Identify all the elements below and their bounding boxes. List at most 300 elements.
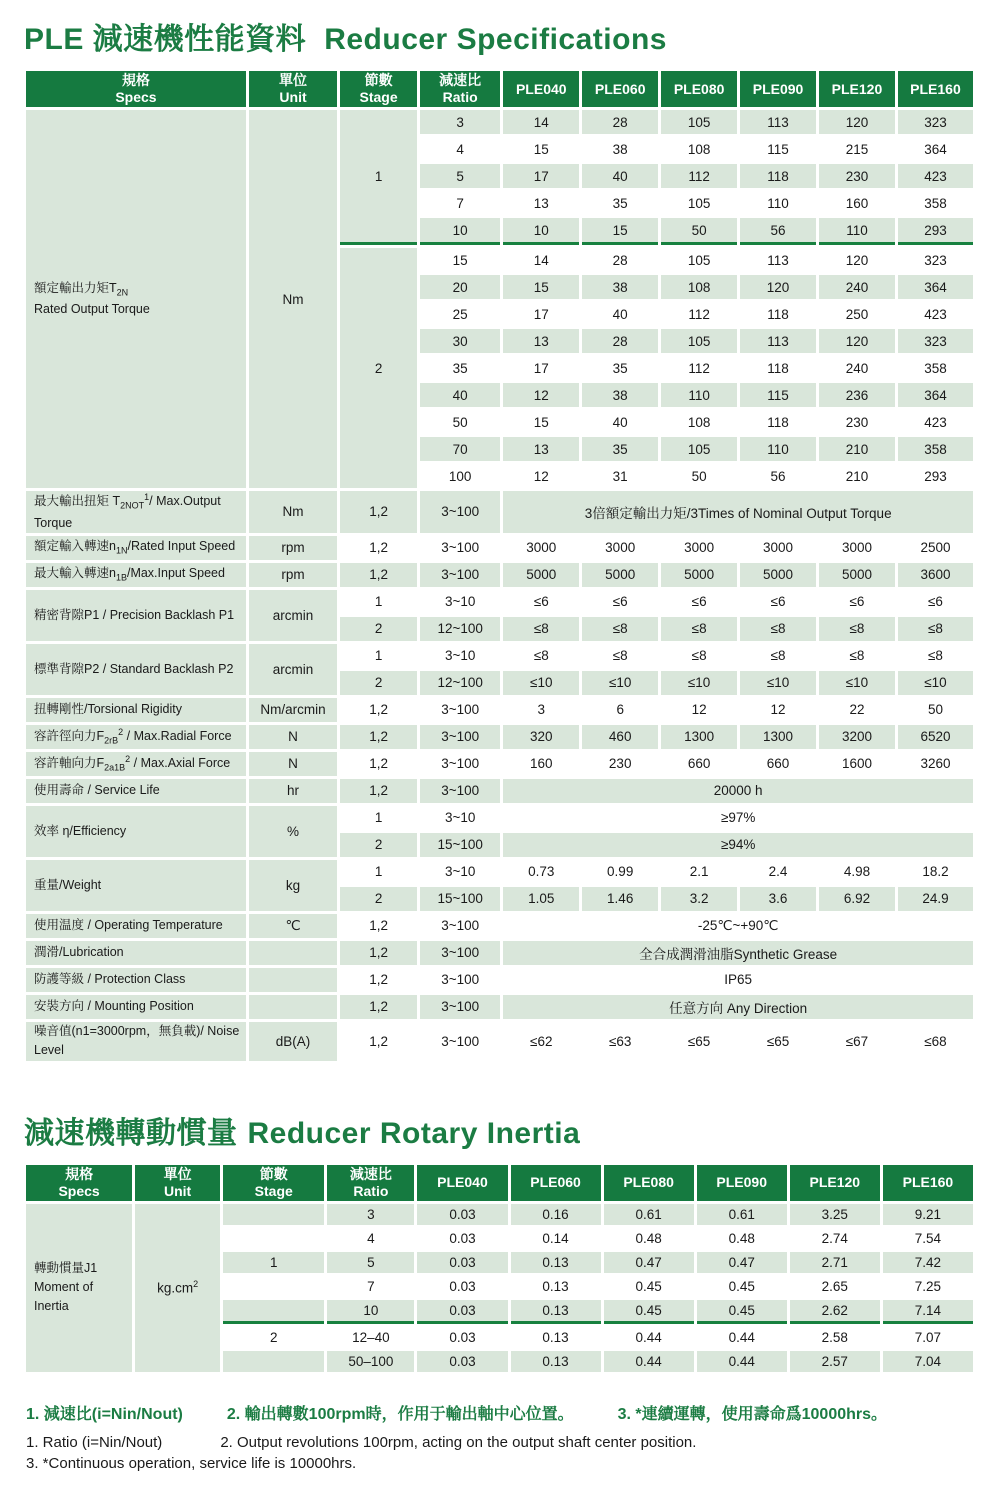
cell-value: 160 [503, 752, 579, 776]
cell-spec-label: 容許軸向力$F_{2a1B}^2$ / Max.Axial Force [26, 752, 246, 776]
cell-value: 358 [898, 191, 973, 215]
cell-value: 3000 [819, 536, 895, 560]
table-row [26, 698, 973, 722]
cell-stage: 2 [340, 833, 417, 857]
cell-value: 0.44 [604, 1327, 694, 1348]
cell-ratio: 3~100 [420, 536, 500, 560]
cell-value: 110 [740, 191, 816, 215]
cell-ratio: 3~100 [420, 968, 500, 992]
cell-ratio: 12~100 [420, 617, 500, 641]
cell-ratio: 3~100 [420, 1022, 500, 1061]
cell-value: 105 [661, 191, 737, 215]
cell-value: 13 [503, 437, 579, 461]
cell-value: 105 [661, 329, 737, 353]
cell-value: ≤68 [898, 1022, 973, 1061]
cell-ratio: 3~100 [420, 698, 500, 722]
cell-value: 250 [819, 302, 895, 326]
cell-value: 0.03 [417, 1351, 507, 1372]
cell-value: 56 [740, 464, 816, 488]
cell-value: 2.65 [790, 1276, 880, 1297]
cell-ratio: 4 [327, 1228, 414, 1249]
cell-value: 50 [898, 698, 973, 722]
footnote-zh-2: 2. 輸出轉數100rpm時，作用于輸出軸中心位置。 [226, 1405, 574, 1423]
cell-stage: 1,2 [340, 725, 417, 749]
cell-stage [223, 1351, 324, 1372]
cell-ratio: 3~100 [420, 752, 500, 776]
cell-value: 110 [661, 383, 737, 407]
cell-value: 120 [819, 329, 895, 353]
cell-value: 5000 [819, 563, 895, 587]
cell-ratio: 4 [420, 137, 500, 161]
cell-spec-label: 扭轉剛性/Torsional Rigidity [26, 698, 246, 722]
cell-value: 2.4 [740, 860, 816, 884]
cell-spec-label: 額定輸出力矩$T_{2N}$ Rated Output Torque [26, 110, 246, 488]
cell-value: ≤62 [503, 1022, 579, 1061]
col-header-model: PLE060 [582, 71, 658, 107]
cell-ratio: 3~10 [420, 860, 500, 884]
cell-ratio: 5 [420, 164, 500, 188]
spec-table-body [26, 110, 973, 1061]
cell-stage: 2 [340, 671, 417, 695]
cell-stage: 1 [340, 590, 417, 614]
cell-value: 0.48 [604, 1228, 694, 1249]
cell-value: ≤8 [661, 617, 737, 641]
cell-unit [249, 995, 337, 1019]
footnote-en-2: 2. Output revolutions 100rpm, acting on the output shaft center position. [220, 1433, 697, 1451]
cell-value: 0.13 [511, 1276, 601, 1297]
cell-value: ≤6 [582, 590, 658, 614]
cell-value: 10 [503, 218, 579, 245]
cell-value: 108 [661, 275, 737, 299]
cell-unit: hr [249, 779, 337, 803]
col-header-model: PLE040 [503, 71, 579, 107]
cell-value: ≤65 [740, 1022, 816, 1061]
table-row [26, 995, 973, 1019]
cell-value: 40 [582, 410, 658, 434]
cell-value: 50 [661, 464, 737, 488]
cell-value: 0.44 [697, 1351, 787, 1372]
table-row [26, 779, 973, 803]
cell-value: 17 [503, 302, 579, 326]
cell-spec-label: 轉動慣量J1 Moment of Inertia [26, 1204, 132, 1372]
cell-stage: 1,2 [340, 1022, 417, 1061]
cell-unit: kg [249, 860, 337, 911]
cell-value: 0.61 [604, 1204, 694, 1225]
cell-value: 0.44 [604, 1351, 694, 1372]
col-header-model: PLE090 [740, 71, 816, 107]
page-title [24, 14, 976, 58]
cell-value: 120 [819, 248, 895, 272]
table-row [26, 941, 973, 965]
spec-table-header [26, 71, 973, 107]
spec-table [23, 68, 976, 1064]
inertia-title [24, 1108, 976, 1152]
cell-value: 110 [819, 218, 895, 245]
cell-value: 0.47 [697, 1252, 787, 1273]
cell-value: 0.45 [604, 1276, 694, 1297]
cell-value: 105 [661, 110, 737, 134]
cell-value: 35 [582, 437, 658, 461]
table-row [26, 860, 973, 884]
cell-value: 13 [503, 191, 579, 215]
inertia-table-body [26, 1204, 973, 1372]
cell-value: 50 [661, 218, 737, 245]
table-row [26, 725, 973, 749]
cell-stage: 1,2 [340, 491, 417, 533]
cell-value: 423 [898, 302, 973, 326]
header-row [26, 1165, 973, 1201]
cell-value: 0.16 [511, 1204, 601, 1225]
cell-value: 15 [503, 275, 579, 299]
cell-ratio: 12~100 [420, 671, 500, 695]
cell-value: 660 [740, 752, 816, 776]
cell-value: 17 [503, 356, 579, 380]
cell-value: 0.03 [417, 1228, 507, 1249]
cell-value-span: 20000 h [503, 779, 973, 803]
cell-value: 0.03 [417, 1252, 507, 1273]
col-header-model: PLE080 [661, 71, 737, 107]
cell-value: ≤8 [661, 644, 737, 668]
cell-spec-label: 潤滑/Lubrication [26, 941, 246, 965]
cell-value: 108 [661, 137, 737, 161]
cell-value: 105 [661, 248, 737, 272]
cell-unit: Nm [249, 491, 337, 533]
cell-value: 160 [819, 191, 895, 215]
col-header-specs: 規格 Specs [26, 71, 246, 107]
cell-value: 14 [503, 110, 579, 134]
cell-value: 215 [819, 137, 895, 161]
cell-value: ≤6 [503, 590, 579, 614]
cell-value: ≤8 [819, 644, 895, 668]
cell-value: 0.03 [417, 1300, 507, 1324]
cell-spec-label: 最大輸入轉速$n_{1B}/Max.Input$ Speed [26, 563, 246, 587]
footnote-zh-1: 1. 減速比(i=Nin/Nout) [26, 1405, 183, 1423]
cell-ratio: 3~100 [420, 563, 500, 587]
cell-value: 12 [661, 698, 737, 722]
footnotes-en-line1 [26, 1434, 976, 1451]
cell-value-span: IP65 [503, 968, 973, 992]
cell-value: 12 [740, 698, 816, 722]
cell-value: 210 [819, 437, 895, 461]
cell-value: 320 [503, 725, 579, 749]
cell-value: 0.47 [604, 1252, 694, 1273]
cell-value: 2.71 [790, 1252, 880, 1273]
cell-value: 38 [582, 137, 658, 161]
cell-value: 5000 [503, 563, 579, 587]
cell-value: 0.13 [511, 1300, 601, 1324]
cell-ratio: 3 [327, 1204, 414, 1225]
cell-ratio: 3~100 [420, 941, 500, 965]
cell-stage: 1,2 [340, 941, 417, 965]
cell-value: 28 [582, 110, 658, 134]
cell-value: 2.1 [661, 860, 737, 884]
cell-value: 12 [503, 464, 579, 488]
cell-stage: 2 [340, 248, 417, 488]
cell-unit: rpm [249, 563, 337, 587]
cell-value: 323 [898, 110, 973, 134]
cell-unit: ℃ [249, 914, 337, 938]
cell-ratio: 30 [420, 329, 500, 353]
cell-value: 3000 [661, 536, 737, 560]
cell-value: 35 [582, 356, 658, 380]
cell-value: 40 [582, 164, 658, 188]
cell-value-span: ≥97% [503, 806, 973, 830]
cell-value: ≤10 [898, 671, 973, 695]
cell-stage: 1 [340, 110, 417, 245]
cell-unit: Nm/arcmin [249, 698, 337, 722]
cell-ratio: 3~100 [420, 779, 500, 803]
cell-value: 364 [898, 137, 973, 161]
cell-value: ≤8 [582, 617, 658, 641]
cell-value: 31 [582, 464, 658, 488]
cell-spec-label: 最大輸出扭矩 $T_{2NOT}^1/$ Max.Output Torque [26, 491, 246, 533]
cell-stage [223, 1204, 324, 1225]
cell-value: 108 [661, 410, 737, 434]
cell-ratio: 3~100 [420, 914, 500, 938]
cell-value: 18.2 [898, 860, 973, 884]
cell-value: 0.45 [604, 1300, 694, 1324]
cell-value: 293 [898, 464, 973, 488]
cell-unit: dB(A) [249, 1022, 337, 1061]
cell-ratio: 3~10 [420, 806, 500, 830]
cell-value: 3000 [582, 536, 658, 560]
cell-unit: $kg.cm^2$ [135, 1204, 220, 1372]
cell-value: 0.13 [511, 1252, 601, 1273]
cell-value: 17 [503, 164, 579, 188]
cell-value: 7.14 [883, 1300, 973, 1324]
cell-value: 15 [503, 137, 579, 161]
cell-value: 0.73 [503, 860, 579, 884]
cell-value: 2500 [898, 536, 973, 560]
cell-value: ≤10 [819, 671, 895, 695]
table-row [26, 644, 973, 668]
cell-value: 120 [819, 110, 895, 134]
cell-value: 7.54 [883, 1228, 973, 1249]
cell-value: 4.98 [819, 860, 895, 884]
cell-value: 28 [582, 329, 658, 353]
cell-value: 113 [740, 110, 816, 134]
cell-value: 358 [898, 437, 973, 461]
inertia-title-zh: 減速機轉動慣量 [24, 1116, 238, 1150]
cell-value: ≤10 [661, 671, 737, 695]
cell-ratio: 100 [420, 464, 500, 488]
cell-value: 56 [740, 218, 816, 245]
table-row [26, 752, 973, 776]
cell-unit: N [249, 725, 337, 749]
cell-value: 14 [503, 248, 579, 272]
cell-value: 13 [503, 329, 579, 353]
cell-spec-label: 噪音值(n1=3000rpm，無負載)/ Noise Level [26, 1022, 246, 1061]
cell-value: 0.03 [417, 1327, 507, 1348]
cell-stage: 1,2 [340, 752, 417, 776]
cell-ratio: 15~100 [420, 887, 500, 911]
cell-stage: 1,2 [340, 536, 417, 560]
cell-value: 660 [661, 752, 737, 776]
cell-value: 3.25 [790, 1204, 880, 1225]
cell-stage: 1 [340, 644, 417, 668]
cell-unit: rpm [249, 536, 337, 560]
cell-value: 230 [819, 164, 895, 188]
cell-stage: 1,2 [340, 968, 417, 992]
col-header-model: PLE120 [790, 1165, 880, 1201]
cell-value: 3000 [503, 536, 579, 560]
cell-stage: 1,2 [340, 914, 417, 938]
cell-spec-label: 重量/Weight [26, 860, 246, 911]
cell-stage [223, 1300, 324, 1324]
footnotes-en-line2 [26, 1455, 976, 1472]
cell-value: 120 [740, 275, 816, 299]
cell-value: 0.45 [697, 1300, 787, 1324]
cell-value: 240 [819, 356, 895, 380]
cell-value: 40 [582, 302, 658, 326]
cell-value: 323 [898, 248, 973, 272]
cell-value: 1.46 [582, 887, 658, 911]
inertia-table [23, 1162, 976, 1375]
cell-stage: 1,2 [340, 698, 417, 722]
cell-value: 118 [740, 356, 816, 380]
cell-value: 3.2 [661, 887, 737, 911]
cell-value: 230 [819, 410, 895, 434]
cell-value: 210 [819, 464, 895, 488]
footnote-en-1: 1. Ratio (i=Nin/Nout) [26, 1433, 163, 1451]
cell-value-span: 任意方向 Any Direction [503, 995, 973, 1019]
cell-value: 423 [898, 164, 973, 188]
table-row [26, 590, 973, 614]
cell-value: 2.74 [790, 1228, 880, 1249]
cell-value: 5000 [661, 563, 737, 587]
cell-value-span: 全合成潤滑油脂Synthetic Grease [503, 941, 973, 965]
col-header-ratio: 減速比 Ratio [420, 71, 500, 107]
cell-ratio: 70 [420, 437, 500, 461]
cell-unit [249, 941, 337, 965]
cell-value-span: 3倍額定輸出力矩/3Times of Nominal Output Torque [503, 491, 973, 533]
cell-spec-label: 效率 η/Efficiency [26, 806, 246, 857]
cell-value: 2.57 [790, 1351, 880, 1372]
inertia-table-header [26, 1165, 973, 1201]
cell-value: 1.05 [503, 887, 579, 911]
cell-value: 0.44 [697, 1327, 787, 1348]
cell-value: 6.92 [819, 887, 895, 911]
footnote-en-3: 3. *Continuous operation, service life is 10000hrs. [26, 1454, 357, 1472]
cell-value: ≤6 [819, 590, 895, 614]
cell-value: 9.21 [883, 1204, 973, 1225]
cell-value: 230 [582, 752, 658, 776]
cell-stage [223, 1276, 324, 1297]
cell-spec-label: 使用温度 / Operating Temperature [26, 914, 246, 938]
cell-value: 293 [898, 218, 973, 245]
cell-value: 115 [740, 383, 816, 407]
cell-value: 358 [898, 356, 973, 380]
cell-value: 2.62 [790, 1300, 880, 1324]
footnote-zh-3: 3. *連續運轉，使用壽命爲10000hrs。 [617, 1405, 888, 1423]
col-header-model: PLE090 [697, 1165, 787, 1201]
table-row [26, 914, 973, 938]
cell-value-span: ≥94% [503, 833, 973, 857]
cell-value: 7.42 [883, 1252, 973, 1273]
table-row [26, 806, 973, 830]
cell-value: ≤67 [819, 1022, 895, 1061]
cell-value: 12 [503, 383, 579, 407]
cell-value: ≤8 [503, 617, 579, 641]
cell-ratio: 3~100 [420, 725, 500, 749]
table-row [26, 536, 973, 560]
cell-value: 38 [582, 275, 658, 299]
cell-stage: 1 [223, 1252, 324, 1273]
cell-value: ≤65 [661, 1022, 737, 1061]
page-title-en: Reducer Specifications [324, 23, 667, 56]
header-row [26, 71, 973, 107]
cell-value: 7.07 [883, 1327, 973, 1348]
cell-value: 3.6 [740, 887, 816, 911]
cell-value: 2.58 [790, 1327, 880, 1348]
table-row [26, 491, 973, 533]
cell-value: 240 [819, 275, 895, 299]
col-header-model: PLE160 [898, 71, 973, 107]
cell-value: ≤8 [582, 644, 658, 668]
cell-value: 3000 [740, 536, 816, 560]
cell-stage: 1 [340, 860, 417, 884]
cell-value: ≤6 [661, 590, 737, 614]
page-title-zh: PLE 減速機性能資料 [24, 23, 307, 56]
cell-unit: arcmin [249, 644, 337, 695]
cell-value: 236 [819, 383, 895, 407]
cell-ratio: 5 [327, 1252, 414, 1273]
table-row [26, 110, 973, 134]
col-header-model: PLE060 [511, 1165, 601, 1201]
cell-ratio: 50–100 [327, 1351, 414, 1372]
cell-value: 118 [740, 302, 816, 326]
cell-spec-label: 精密背隙P1 / Precision Backlash P1 [26, 590, 246, 641]
cell-value: 22 [819, 698, 895, 722]
cell-stage: 1,2 [340, 563, 417, 587]
cell-value: 460 [582, 725, 658, 749]
cell-value: ≤8 [819, 617, 895, 641]
cell-value: 115 [740, 137, 816, 161]
cell-value: 35 [582, 191, 658, 215]
cell-value: 423 [898, 410, 973, 434]
cell-value: 112 [661, 164, 737, 188]
cell-value: 110 [740, 437, 816, 461]
cell-value: 364 [898, 383, 973, 407]
cell-value: 6520 [898, 725, 973, 749]
cell-ratio: 3~100 [420, 995, 500, 1019]
cell-ratio: 15~100 [420, 833, 500, 857]
cell-ratio: 35 [420, 356, 500, 380]
cell-value: ≤6 [740, 590, 816, 614]
col-header-unit: 單位 Unit [249, 71, 337, 107]
table-row [26, 1022, 973, 1061]
cell-value: 5000 [582, 563, 658, 587]
cell-value: 112 [661, 356, 737, 380]
cell-value: ≤8 [740, 644, 816, 668]
cell-spec-label: 額定輸入轉速$n_{1N}$/Rated Input Speed [26, 536, 246, 560]
cell-unit: N [249, 752, 337, 776]
cell-value: 1300 [740, 725, 816, 749]
cell-value: 15 [582, 218, 658, 245]
col-header-stage: 節數 Stage [223, 1165, 324, 1201]
cell-value: 1600 [819, 752, 895, 776]
cell-value: ≤6 [898, 590, 973, 614]
cell-value: 364 [898, 275, 973, 299]
cell-value: ≤8 [898, 617, 973, 641]
cell-value-span: -25℃~+90℃ [503, 914, 973, 938]
cell-value: 28 [582, 248, 658, 272]
cell-stage: 1 [340, 806, 417, 830]
cell-value: 3260 [898, 752, 973, 776]
cell-unit: Nm [249, 110, 337, 488]
cell-value: 3200 [819, 725, 895, 749]
cell-stage: 2 [223, 1327, 324, 1348]
